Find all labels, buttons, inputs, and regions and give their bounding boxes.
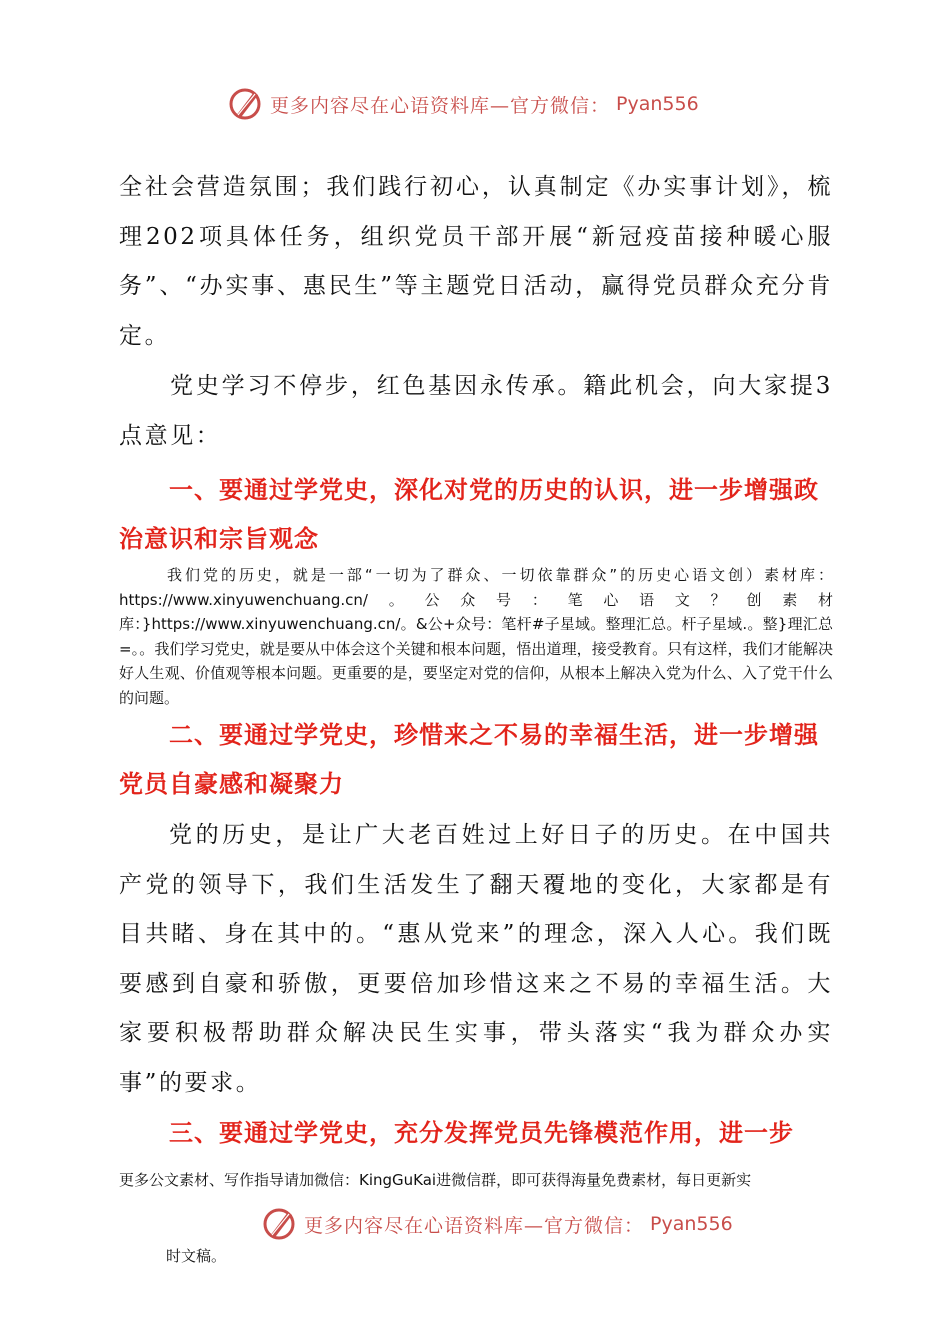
footer-tail: 时文稿。 — [166, 1247, 227, 1265]
watermark-prefix: 更多内容尽在心语资料库—官方微信： — [270, 94, 611, 117]
footer-watermark — [262, 1206, 733, 1242]
quill-logo-icon — [228, 86, 264, 122]
header-watermark — [228, 86, 699, 122]
section-heading-1: 一、要通过学党史，深化对党的历史的认识，进一步增强政治意识和宗旨观念 — [119, 476, 819, 553]
watermark-wechat-id: Pyan556 — [616, 93, 699, 115]
watermark-wechat-id: Pyan556 — [650, 1213, 733, 1235]
quill-logo-icon — [262, 1206, 298, 1242]
paragraph-2: 党史学习不停步，红色基因永传承。籍此机会，向大家提3点意见： — [119, 373, 833, 449]
section-2-body: 党的历史，是让广大老百姓过上好日子的历史。在中国共产党的领导下，我们生活发生了翻天覆地的变化，大家都是有目共睹、身在其中的。“惠从党来”的理念，深入人心。我们既要感到自豪和骄傲，更要倍加珍惜这来之不易的幸福生活。大家要积极帮助群众解决民生实事，带头落实“我为群众办实事”的要求。 — [119, 822, 833, 1096]
paragraph-1: 全社会营造氛围；我们践行初心，认真制定《办实事计划》，梳理202项具体任务，组织党员干部开展“新冠疫苗接种暖心服务”、“办实事、惠民生”等主题党日活动，赢得党员群众充分肯定。 — [119, 174, 833, 349]
section-heading-2: 二、要通过学党史，珍惜来之不易的幸福生活，进一步增强党员自豪感和凝聚力 — [119, 721, 819, 798]
section-heading-3: 三、要通过学党史，充分发挥党员先锋模范作用，进一步 — [169, 1119, 794, 1147]
footer-note: 更多公文素材、写作指导请加微信：KingGuKai进微信群，即可获得海量免费素材，每日更新实 — [119, 1171, 752, 1189]
section-1-body: 我们党的历史，就是一部“一切为了群众、一切依靠群众”的历史心语文创）素材库：https://www.xinyuwenchuang.cn/。公众号：笔心语文？创素材库：}https://www.xinyuwenchuang.cn/。&公+众号：笔杆#子星域。整理汇总。杆子星域.。整}理汇总=。。我们学习党史，就是要从中体会这个关键和根本问题，悟出道理，接受教育。只有这样，我们才能解决好人生观、价值观等根本问题。更重要的是，要坚定对党的信仰，从根本上解决入党为什么、入了党干什么的问题。 — [119, 566, 833, 707]
watermark-prefix: 更多内容尽在心语资料库—官方微信： — [304, 1214, 645, 1237]
